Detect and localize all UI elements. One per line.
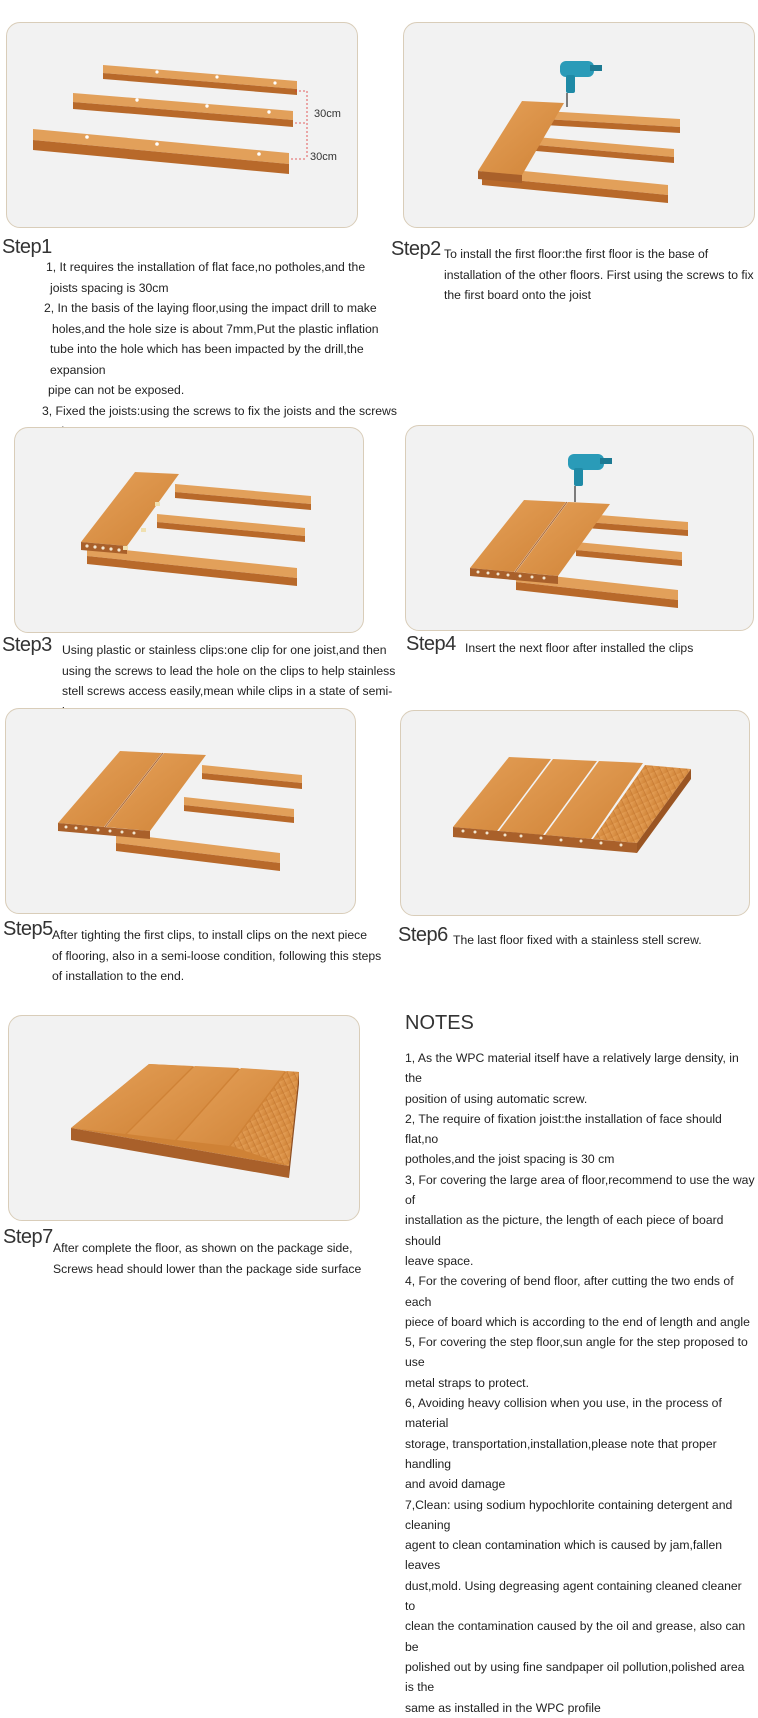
completed-deck	[71, 1064, 299, 1178]
step5-line: After tighting the first clips, to install clips on the next piece	[52, 928, 368, 942]
notes-line: position of using automatic screw.	[405, 1091, 588, 1106]
step1-line: 1, It requires the installation of flat face,no potholes,and the	[46, 260, 366, 274]
step4-illustration	[405, 425, 754, 631]
step1-line: 2, In the basis of the laying floor,using the impact drill to make	[44, 301, 377, 315]
step1-line: holes,and the hole size is about 7mm,Put the plastic inflation	[52, 321, 379, 336]
step3-label: Step3	[2, 634, 52, 656]
step2-label: Step2	[391, 238, 441, 260]
step7-description	[53, 1238, 393, 1279]
notes-title: NOTES	[405, 1012, 474, 1034]
step4-description	[465, 638, 755, 659]
step2-illustration	[403, 22, 755, 228]
deck-boards	[453, 757, 691, 853]
dimension-label-1: 30cm	[314, 108, 341, 120]
notes-line: and avoid damage	[405, 1477, 506, 1492]
clips-diagram	[15, 428, 363, 632]
next-floor-diagram	[406, 426, 753, 630]
step6-line: The last floor fixed with a stainless stell screw.	[453, 933, 702, 947]
notes-list	[405, 1048, 755, 1718]
notes-line: 5, For covering the step floor,sun angle for the step proposed to use	[405, 1335, 748, 1370]
boards	[470, 500, 610, 584]
step6-description	[453, 930, 753, 951]
notes-line: 1, As the WPC material itself have a relatively large density, in the	[405, 1051, 739, 1086]
step3-line: stell screws access easily,mean while clips in a state of semi-	[62, 684, 393, 698]
notes-line: agent to clean contamination which is caused by jam,fallen leaves	[405, 1538, 723, 1573]
step5-line: of installation to the end.	[52, 969, 185, 983]
step5-illustration	[5, 708, 356, 914]
step2-description	[444, 244, 754, 306]
step5-description	[52, 925, 392, 987]
first-board	[81, 472, 179, 554]
step6-label: Step6	[398, 924, 448, 946]
step2-line: installation of the other floors. First using the screws to fix	[444, 267, 754, 282]
drill-icon	[568, 454, 612, 502]
step1-illustration	[6, 22, 358, 228]
step3-illustration	[14, 427, 364, 633]
step1-line: 3, Fixed the joists:using the screws to fix the joists and the screws	[42, 403, 397, 418]
notes-line: 6, Avoiding heavy collision when you use, in the process of material	[405, 1396, 722, 1431]
first-board-diagram	[404, 23, 754, 227]
dimension-label-2: 30cm	[310, 151, 337, 163]
step1-label: Step1	[2, 236, 52, 258]
step3-line: Using plastic or stainless clips:one clip for one joist,and then	[62, 643, 387, 657]
drill-icon	[560, 61, 602, 107]
notes-line: clean the contamination caused by the oil and grease, also can be	[405, 1619, 746, 1654]
notes-line: piece of board which is according to the end of length and angle	[405, 1314, 750, 1329]
step1-line: tube into the hole which has been impacted by the drill,the expansion	[50, 342, 364, 377]
step7-label: Step7	[3, 1226, 53, 1248]
step1-line: pipe can not be exposed.	[48, 383, 185, 397]
step3-line: using the screws to lead the hole on the clips to help stainless	[62, 663, 396, 678]
notes-line: 4, For the covering of bend floor, after cutting the two ends of each	[405, 1274, 734, 1309]
step7-illustration	[8, 1015, 360, 1221]
spacing-markers	[291, 91, 307, 159]
step4-line: Insert the next floor after installed the clips	[465, 641, 694, 655]
joist-bottom	[33, 129, 289, 174]
step4-label: Step4	[406, 633, 456, 655]
step6-illustration	[400, 710, 750, 916]
step7-line: After complete the floor, as shown on the package side,	[53, 1241, 353, 1255]
notes-line: installation as the picture, the length of each piece of board should	[405, 1213, 724, 1248]
step2-line: the first board onto the joist	[444, 288, 592, 302]
step2-line: To install the first floor:the first floor is the base of	[444, 247, 709, 261]
joist-top	[103, 65, 297, 95]
notes-line: storage, transportation,installation,please note that proper handling	[405, 1436, 717, 1471]
boards	[58, 751, 206, 839]
joist-middle	[73, 93, 293, 127]
continue-install-diagram	[6, 709, 355, 913]
step7-line: Screws head should lower than the package side surface	[53, 1261, 362, 1276]
last-floor-diagram	[401, 711, 749, 915]
notes-line: dust,mold. Using degreasing agent containing cleaned cleaner to	[405, 1578, 742, 1614]
step5-line: of flooring, also in a semi-loose condition, following this steps	[52, 948, 382, 963]
completed-floor-diagram	[9, 1016, 359, 1220]
step5-label: Step5	[3, 918, 53, 940]
notes-line: metal straps to protect.	[405, 1375, 529, 1390]
notes-line: leave space.	[405, 1253, 474, 1268]
notes-line: 2, The require of fixation joist:the installation of face should flat,no	[405, 1111, 722, 1147]
notes-line: same as installed in the WPC profile	[405, 1700, 601, 1715]
notes-line: potholes,and the joist spacing is 30 cm	[405, 1152, 615, 1167]
joists-diagram	[7, 23, 357, 227]
notes-line: 7,Clean: using sodium hypochlorite containing detergent and cleaning	[405, 1497, 733, 1532]
notes-line: 3, For covering the large area of floor,recommend to use the way of	[405, 1172, 755, 1208]
notes-line: polished out by using fine sandpaper oil pollution,polished area is the	[405, 1659, 745, 1695]
step1-line: joists spacing is 30cm	[50, 280, 169, 295]
